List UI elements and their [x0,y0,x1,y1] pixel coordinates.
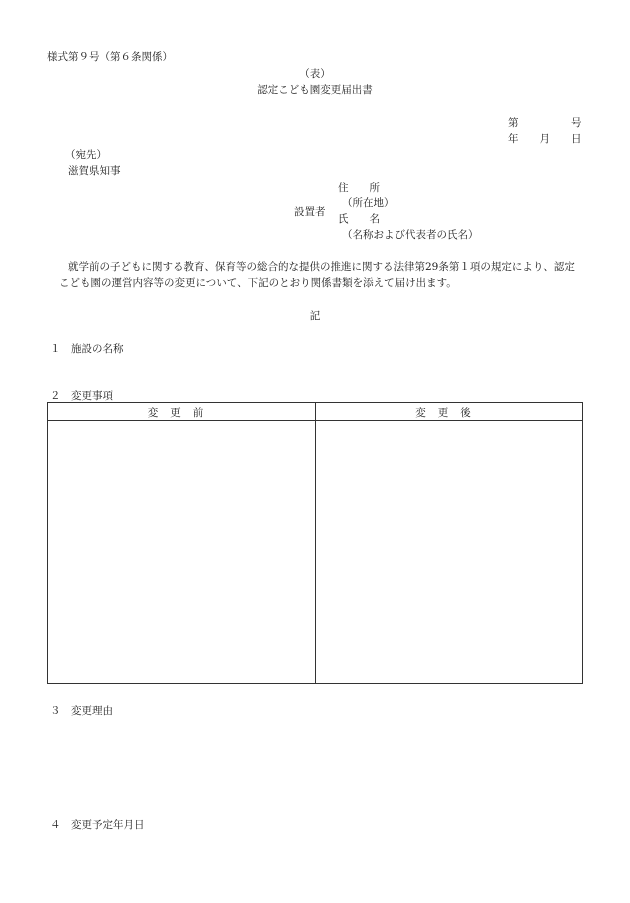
before-content-cell[interactable] [48,421,315,683]
body-text-line-1: 就学前の子どもに関する教育、保育等の総合的な提供の推進に関する法律第29条第１項の規定により、認定 [68,261,575,273]
body-text-line-2: こども園の運営内容等の変更について、下記のとおり関係書類を添えて届け出ます。 [59,277,457,289]
section-change-items: ２ 変更事項 [50,390,113,402]
ki-heading: 記 [309,310,321,322]
change-table [47,402,583,684]
setter-label: 設置者 [294,206,326,218]
side-label: （表） [299,68,331,80]
section-change-reason: ３ 変更理由 [50,705,113,717]
name-label: 氏 名 [338,213,380,225]
form-number: 様式第９号（第６条関係） [47,51,173,63]
header-before: 変更前 [147,407,216,419]
section-facility-name: １ 施設の名称 [50,343,124,355]
after-content-cell[interactable] [316,421,582,683]
name-sub: （名称および代表者の氏名） [342,229,479,241]
document-title: 認定こども園変更届出書 [257,84,373,96]
header-after: 変更後 [415,407,483,419]
document-date: 年 月 日 [508,133,582,145]
addressee: 滋賀県知事 [68,165,121,177]
address-label: 住 所 [338,182,380,194]
addressee-label: （宛先） [65,149,107,161]
address-sub: （所在地） [342,197,395,209]
document-number: 第 号 [508,117,582,129]
section-scheduled-date: ４ 変更予定年月日 [50,819,145,831]
